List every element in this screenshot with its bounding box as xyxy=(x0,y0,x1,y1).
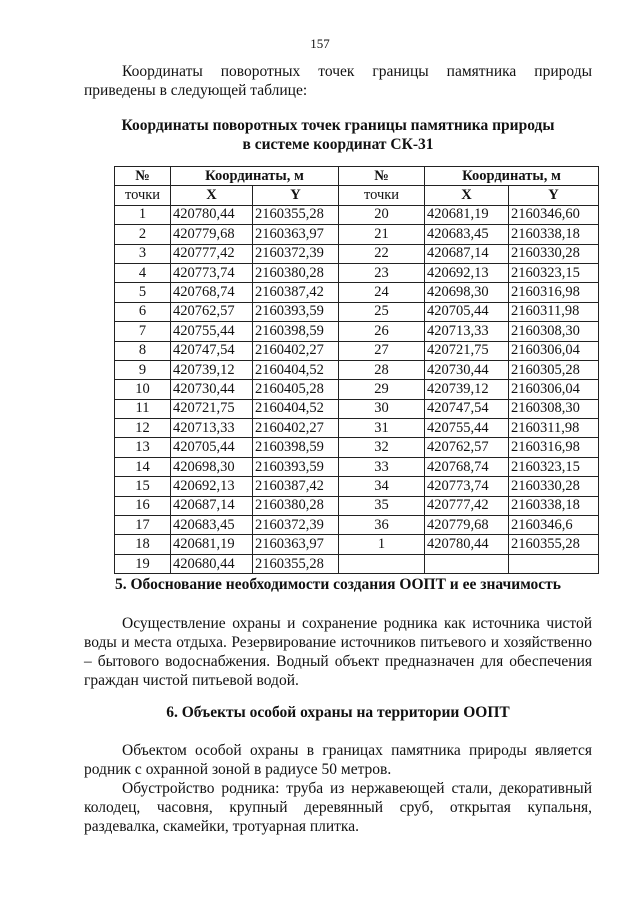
x-coordinate-cell: 420762,57 xyxy=(425,438,509,457)
intro-paragraph: Координаты поворотных точек границы памятника природы приведены в следующей таблице: xyxy=(84,63,592,99)
y-coordinate-cell: 2160393,59 xyxy=(253,457,339,476)
x-coordinate-cell: 420687,14 xyxy=(171,496,253,515)
coordinates-table xyxy=(114,166,599,574)
y-coordinate-cell: 2160355,28 xyxy=(253,205,339,224)
table-row xyxy=(115,438,599,457)
y-coordinate-cell xyxy=(509,554,599,573)
x-coordinate-cell: 420692,13 xyxy=(425,263,509,282)
point-number-cell: 1 xyxy=(115,205,171,224)
section6-paragraph-1: Объектом особой охраны в границах памятника природы является родник с охранной зоной в радиусе 50 метров. xyxy=(84,742,592,778)
y-coordinate-cell: 2160346,6 xyxy=(509,516,599,535)
point-number-cell: 35 xyxy=(339,496,425,515)
y-coordinate-cell: 2160387,42 xyxy=(253,477,339,496)
point-number-cell: 33 xyxy=(339,457,425,476)
x-coordinate-cell: 420713,33 xyxy=(171,419,253,438)
point-number-cell: 30 xyxy=(339,399,425,418)
y-coordinate-cell: 2160380,28 xyxy=(253,263,339,282)
x-coordinate-cell: 420773,74 xyxy=(171,263,253,282)
point-number-cell: 15 xyxy=(115,477,171,496)
x-coordinate-cell: 420780,44 xyxy=(425,535,509,554)
num-header: № xyxy=(115,167,171,186)
x-coordinate-cell: 420755,44 xyxy=(425,419,509,438)
point-number-cell: 23 xyxy=(339,263,425,282)
section5-heading: 5. Обоснование необходимости создания ООПТ и ее значимость xyxy=(115,576,561,593)
y-coordinate-cell: 2160316,98 xyxy=(509,438,599,457)
table-row xyxy=(115,457,599,476)
point-number-cell: 24 xyxy=(339,283,425,302)
x-coordinate-cell: 420680,44 xyxy=(171,554,253,573)
table-header-row-2 xyxy=(115,186,599,205)
y-coordinate-cell: 2160338,18 xyxy=(509,225,599,244)
point-number-cell: 10 xyxy=(115,380,171,399)
y-coordinate-cell: 2160405,28 xyxy=(253,380,339,399)
x-coordinate-cell: 420721,75 xyxy=(171,399,253,418)
point-number-cell: 5 xyxy=(115,283,171,302)
x-coordinate-cell: 420739,12 xyxy=(425,380,509,399)
point-number-cell: 20 xyxy=(339,205,425,224)
y-coordinate-cell: 2160323,15 xyxy=(509,263,599,282)
y-coordinate-cell: 2160372,39 xyxy=(253,244,339,263)
point-number-cell: 26 xyxy=(339,322,425,341)
table-row xyxy=(115,263,599,282)
point-number-cell: 14 xyxy=(115,457,171,476)
table-row xyxy=(115,205,599,224)
y-coordinate-cell: 2160330,28 xyxy=(509,477,599,496)
y-coordinate-cell: 2160380,28 xyxy=(253,496,339,515)
point-number-cell: 2 xyxy=(115,225,171,244)
x-coordinate-cell: 420705,44 xyxy=(171,438,253,457)
point-number-cell: 32 xyxy=(339,438,425,457)
y-coordinate-cell: 2160404,52 xyxy=(253,399,339,418)
y-header-right: Y xyxy=(509,186,599,205)
x-coordinate-cell: 420713,33 xyxy=(425,322,509,341)
point-number-cell: 11 xyxy=(115,399,171,418)
point-number-cell: 19 xyxy=(115,554,171,573)
point-number-cell: 25 xyxy=(339,302,425,321)
y-coordinate-cell: 2160372,39 xyxy=(253,516,339,535)
y-coordinate-cell: 2160346,60 xyxy=(509,205,599,224)
table-row xyxy=(115,496,599,515)
section6-heading: 6. Объекты особой охраны на территории ООПТ xyxy=(166,704,510,721)
y-coordinate-cell: 2160306,04 xyxy=(509,341,599,360)
point-number-cell: 17 xyxy=(115,516,171,535)
x-header-left: X xyxy=(171,186,253,205)
table-row xyxy=(115,360,599,379)
point-number-cell: 34 xyxy=(339,477,425,496)
x-coordinate-cell: 420683,45 xyxy=(425,225,509,244)
point-number-cell: 9 xyxy=(115,360,171,379)
point-number-cell: 22 xyxy=(339,244,425,263)
y-coordinate-cell: 2160316,98 xyxy=(509,283,599,302)
x-coordinate-cell: 420698,30 xyxy=(171,457,253,476)
y-coordinate-cell: 2160308,30 xyxy=(509,322,599,341)
x-coordinate-cell: 420773,74 xyxy=(425,477,509,496)
point-number-cell: 4 xyxy=(115,263,171,282)
table-row xyxy=(115,399,599,418)
x-coordinate-cell: 420692,13 xyxy=(171,477,253,496)
y-coordinate-cell: 2160311,98 xyxy=(509,419,599,438)
x-coordinate-cell: 420681,19 xyxy=(171,535,253,554)
point-number-cell: 36 xyxy=(339,516,425,535)
section6-paragraph-2: Обустройство родника: труба из нержавеющей стали, декоративный колодец, часовня, крупный деревянный сруб, открытая купальня, раздевалка, скамейки, тротуарная плитка. xyxy=(84,780,592,835)
y-coordinate-cell: 2160404,52 xyxy=(253,360,339,379)
point-number-cell: 18 xyxy=(115,535,171,554)
y-coordinate-cell: 2160363,97 xyxy=(253,535,339,554)
y-coordinate-cell: 2160402,27 xyxy=(253,419,339,438)
point-number-cell: 21 xyxy=(339,225,425,244)
x-header-right: X xyxy=(425,186,509,205)
point-number-cell: 13 xyxy=(115,438,171,457)
point-number-cell: 31 xyxy=(339,419,425,438)
table-row xyxy=(115,516,599,535)
y-coordinate-cell: 2160311,98 xyxy=(509,302,599,321)
point-number-cell: 1 xyxy=(339,535,425,554)
point-number-cell: 12 xyxy=(115,419,171,438)
table-row xyxy=(115,419,599,438)
num-header-right: № xyxy=(339,167,425,186)
table-row xyxy=(115,322,599,341)
x-coordinate-cell: 420739,12 xyxy=(171,360,253,379)
point-number-cell: 8 xyxy=(115,341,171,360)
y-coordinate-cell: 2160363,97 xyxy=(253,225,339,244)
table-title xyxy=(84,116,592,154)
table-row xyxy=(115,535,599,554)
coords-header-left: Координаты, м xyxy=(171,167,339,186)
point-number-cell: 28 xyxy=(339,360,425,379)
y-coordinate-cell: 2160387,42 xyxy=(253,283,339,302)
x-coordinate-cell: 420705,44 xyxy=(425,302,509,321)
table-row xyxy=(115,302,599,321)
x-coordinate-cell: 420747,54 xyxy=(171,341,253,360)
x-coordinate-cell: 420755,44 xyxy=(171,322,253,341)
x-coordinate-cell: 420768,74 xyxy=(171,283,253,302)
table-row xyxy=(115,341,599,360)
x-coordinate-cell: 420777,42 xyxy=(425,496,509,515)
x-coordinate-cell: 420762,57 xyxy=(171,302,253,321)
x-coordinate-cell: 420777,42 xyxy=(171,244,253,263)
point-label-right: точки xyxy=(339,186,425,205)
table-header-row-1 xyxy=(115,167,599,186)
y-coordinate-cell: 2160338,18 xyxy=(509,496,599,515)
table-row xyxy=(115,283,599,302)
y-coordinate-cell: 2160355,28 xyxy=(509,535,599,554)
section5-paragraph: Осуществление охраны и сохранение родника как источника чистой воды и места отдыха. Резервирование источников питьевого и хозяйственно – бытового водоснабжения. Водный объект предназначен для обеспечения граждан чистой питьевой водой. xyxy=(84,615,592,689)
x-coordinate-cell: 420779,68 xyxy=(425,516,509,535)
y-coordinate-cell: 2160323,15 xyxy=(509,457,599,476)
point-label-left: точки xyxy=(115,186,171,205)
y-coordinate-cell: 2160398,59 xyxy=(253,322,339,341)
table-title-line2: в системе координат СК-31 xyxy=(242,136,434,153)
x-coordinate-cell: 420730,44 xyxy=(425,360,509,379)
x-coordinate-cell: 420730,44 xyxy=(171,380,253,399)
point-number-cell: 7 xyxy=(115,322,171,341)
x-coordinate-cell: 420698,30 xyxy=(425,283,509,302)
y-coordinate-cell: 2160305,28 xyxy=(509,360,599,379)
page-number: 157 xyxy=(310,36,330,51)
coords-header-right: Координаты, м xyxy=(425,167,599,186)
point-number-cell: 6 xyxy=(115,302,171,321)
table-row xyxy=(115,244,599,263)
point-number-cell: 27 xyxy=(339,341,425,360)
x-coordinate-cell: 420683,45 xyxy=(171,516,253,535)
y-coordinate-cell: 2160398,59 xyxy=(253,438,339,457)
y-coordinate-cell: 2160355,28 xyxy=(253,554,339,573)
x-coordinate-cell: 420768,74 xyxy=(425,457,509,476)
x-coordinate-cell: 420681,19 xyxy=(425,205,509,224)
table-row xyxy=(115,554,599,573)
coordinates-table-body xyxy=(115,205,599,573)
x-coordinate-cell xyxy=(425,554,509,573)
x-coordinate-cell: 420780,44 xyxy=(171,205,253,224)
point-number-cell: 3 xyxy=(115,244,171,263)
table-row xyxy=(115,380,599,399)
y-coordinate-cell: 2160393,59 xyxy=(253,302,339,321)
y-coordinate-cell: 2160330,28 xyxy=(509,244,599,263)
x-coordinate-cell: 420747,54 xyxy=(425,399,509,418)
table-row xyxy=(115,477,599,496)
y-header-left: Y xyxy=(253,186,339,205)
table-row xyxy=(115,225,599,244)
point-number-cell xyxy=(339,554,425,573)
x-coordinate-cell: 420687,14 xyxy=(425,244,509,263)
table-title-line1: Координаты поворотных точек границы памятника природы xyxy=(121,117,555,134)
point-number-cell: 16 xyxy=(115,496,171,515)
y-coordinate-cell: 2160306,04 xyxy=(509,380,599,399)
y-coordinate-cell: 2160308,30 xyxy=(509,399,599,418)
y-coordinate-cell: 2160402,27 xyxy=(253,341,339,360)
x-coordinate-cell: 420721,75 xyxy=(425,341,509,360)
x-coordinate-cell: 420779,68 xyxy=(171,225,253,244)
point-number-cell: 29 xyxy=(339,380,425,399)
